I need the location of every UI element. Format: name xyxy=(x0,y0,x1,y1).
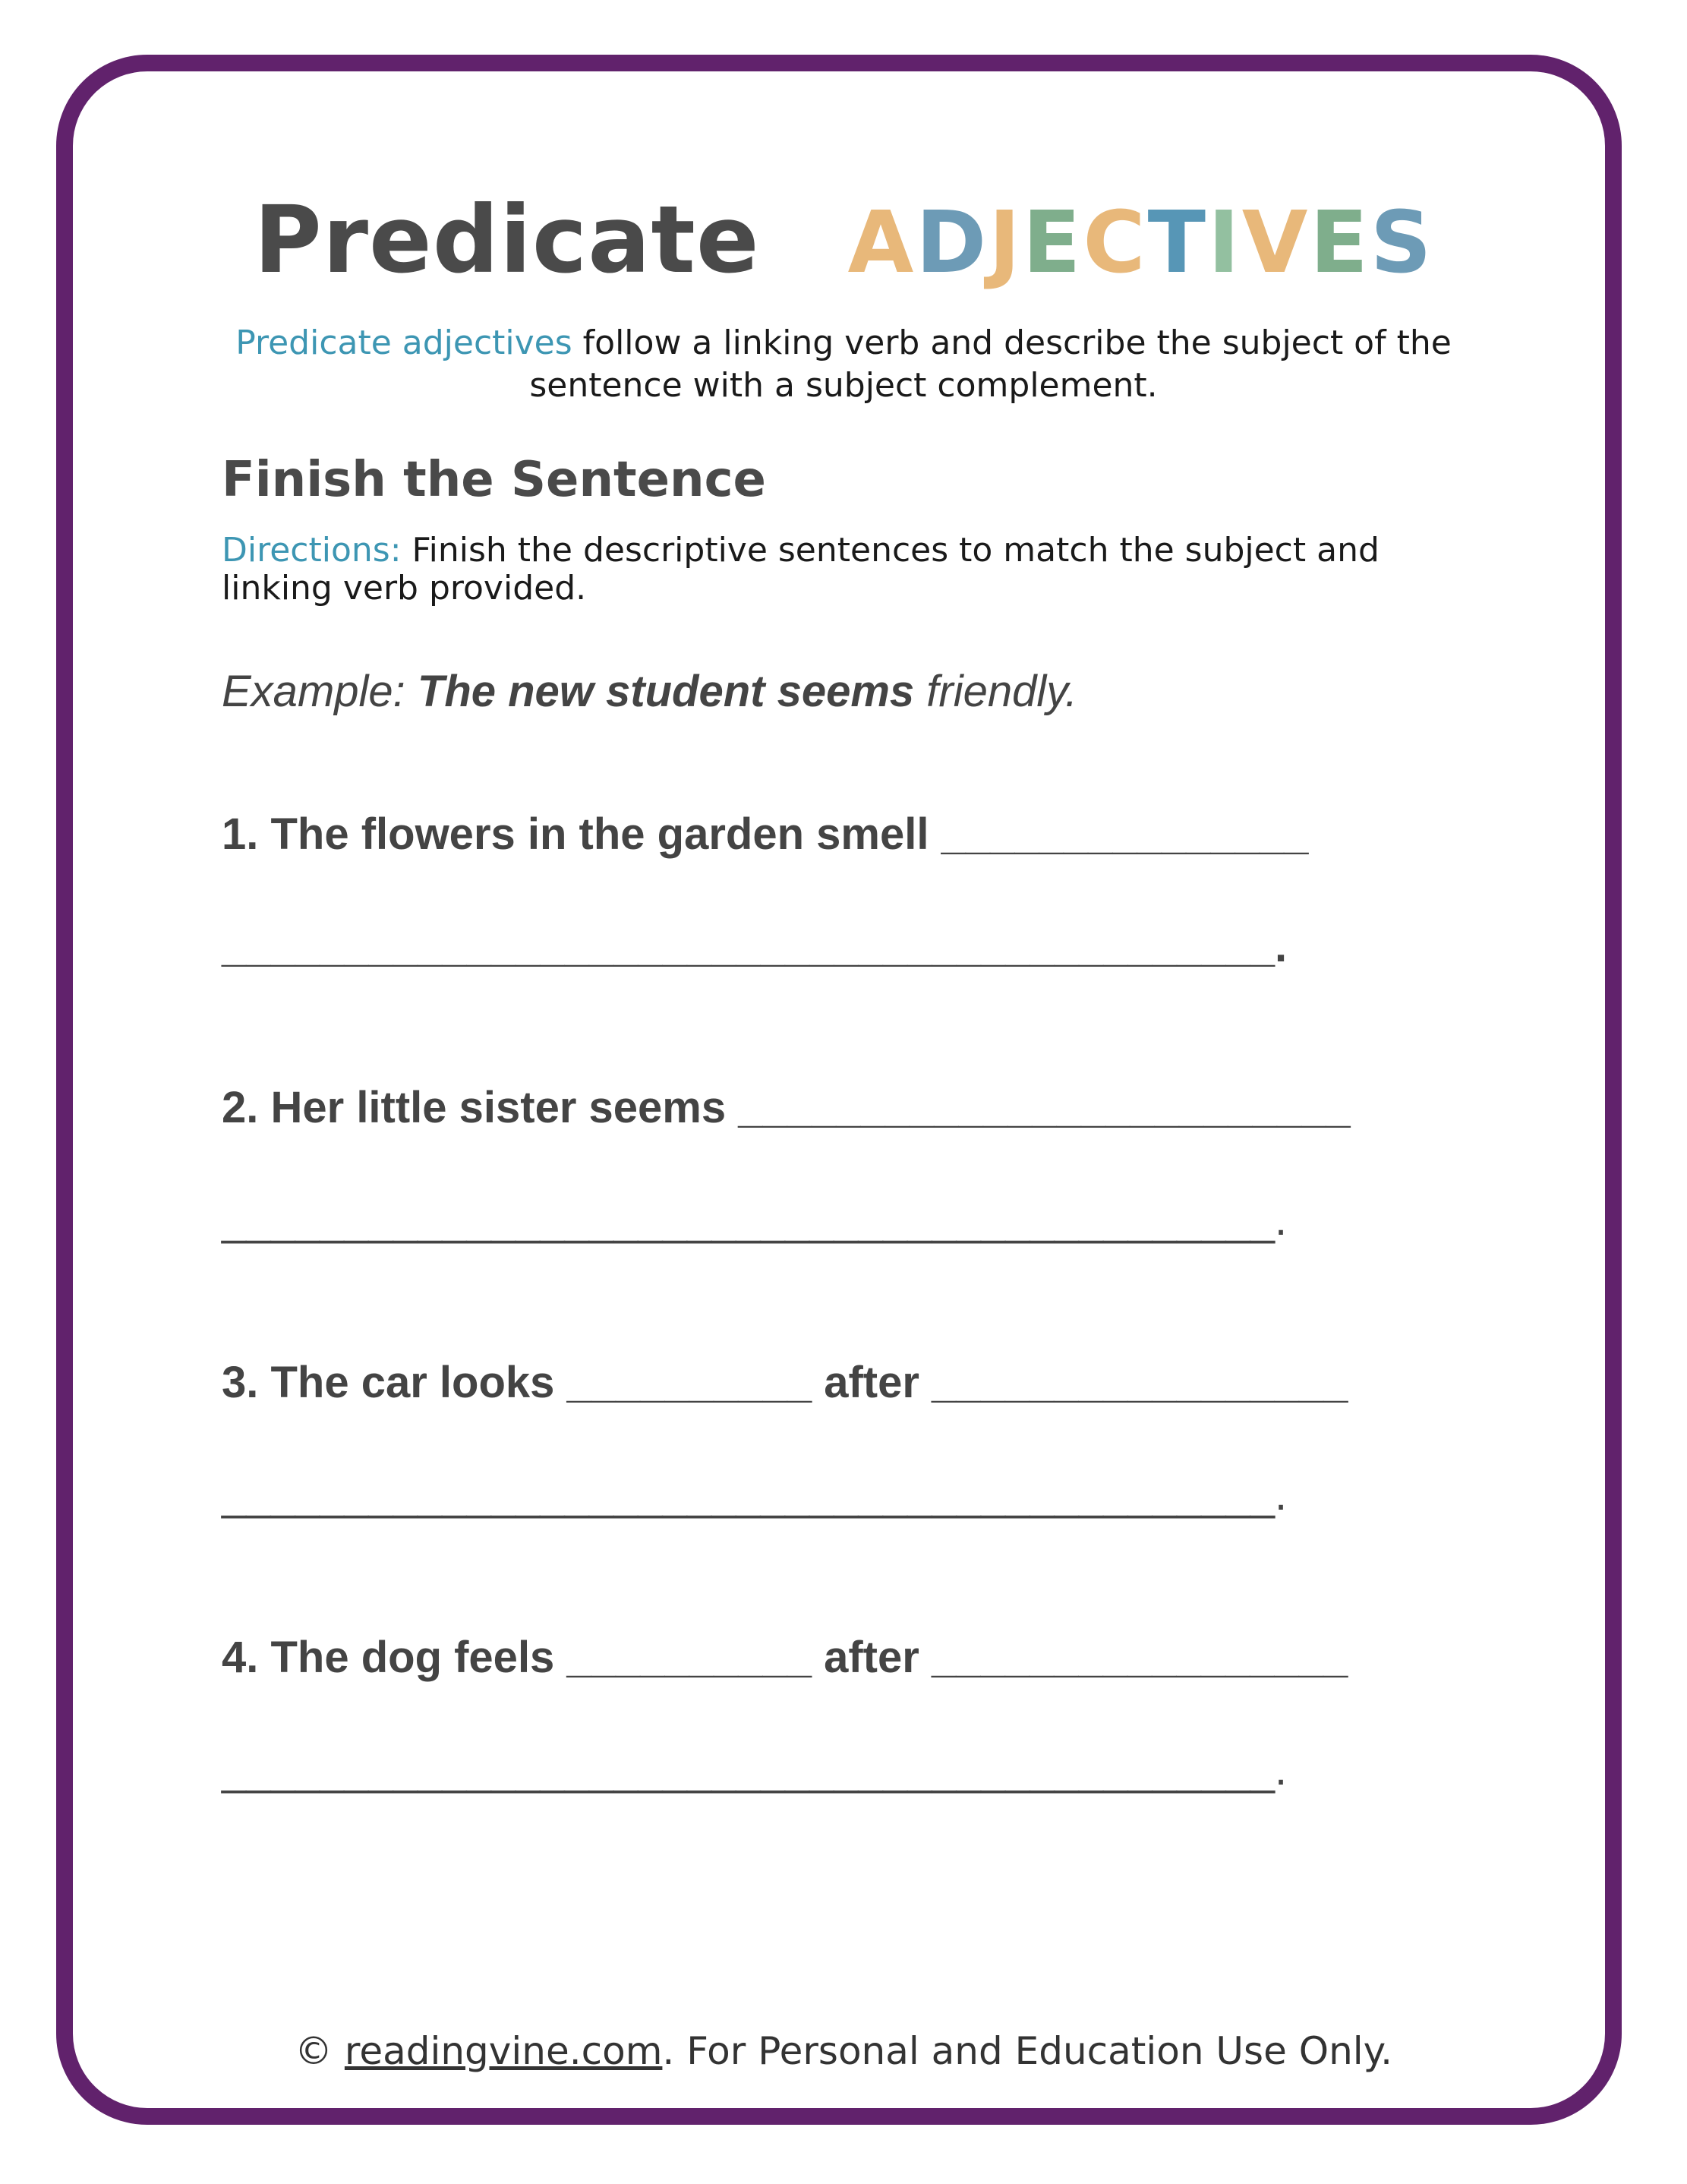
readingvine-link[interactable]: readingvine.com xyxy=(344,2029,663,2073)
footer-copyright xyxy=(0,2029,1687,2073)
question-2-answer-line: ___________________________________________. xyxy=(222,1195,1288,1245)
title-letter: S xyxy=(1370,194,1433,292)
title-letter: E xyxy=(1022,194,1082,292)
directions-label: Directions: xyxy=(222,531,402,570)
title-letter: T xyxy=(1147,194,1207,292)
copyright-symbol: © xyxy=(294,2029,345,2073)
title-letter: J xyxy=(989,194,1021,292)
title-word-predicate: Predicate xyxy=(254,186,760,294)
directions-text: Finish the descriptive sentences to match the subject and linking verb provided. xyxy=(222,531,1380,608)
title-letter: E xyxy=(1310,194,1369,292)
question-4-answer-line: ___________________________________________. xyxy=(222,1745,1288,1794)
intro-definition xyxy=(167,322,1520,407)
title-letter: I xyxy=(1208,194,1241,292)
question-4-prompt: 4. The dog feels __________ after _________________ xyxy=(222,1633,1348,1682)
example-answer: friendly. xyxy=(914,667,1078,716)
intro-text: follow a linking verb and describe the subject of the sentence with a subject complement. xyxy=(529,323,1452,405)
title-letter: D xyxy=(916,194,988,292)
example-sentence xyxy=(222,667,1078,716)
worksheet-title xyxy=(0,186,1687,294)
question-3-answer-line: ___________________________________________. xyxy=(222,1470,1288,1520)
question-1-prompt: 1. The flowers in the garden smell _______________ xyxy=(222,810,1309,859)
question-1-answer-line: ___________________________________________. xyxy=(222,922,1288,971)
section-heading: Finish the Sentence xyxy=(222,452,766,508)
directions xyxy=(222,532,1474,608)
title-letter: V xyxy=(1241,194,1309,292)
example-label: Example: xyxy=(222,667,418,716)
intro-term: Predicate adjectives xyxy=(235,323,572,362)
question-2-prompt: 2. Her little sister seems _________________________ xyxy=(222,1083,1351,1132)
title-letter: C xyxy=(1083,194,1146,292)
title-letter: A xyxy=(847,194,915,292)
title-word-adjectives xyxy=(847,186,1433,294)
question-3-prompt: 3. The car looks __________ after _________________ xyxy=(222,1358,1348,1407)
example-bold: The new student seems xyxy=(417,667,915,716)
footer-text: . For Personal and Education Use Only. xyxy=(662,2029,1393,2073)
